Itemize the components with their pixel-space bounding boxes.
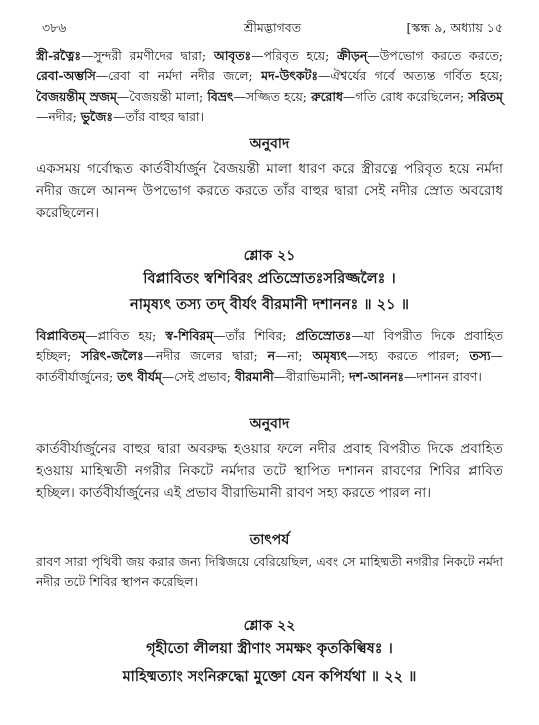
synonym-word: প্রতিস্রোতঃ xyxy=(295,328,352,343)
synonym-entry: রুরোধ—গতি রোধ করেছিলেন; xyxy=(311,88,465,104)
synonym-meaning: না; xyxy=(287,348,303,364)
anuvad-heading-2: অনুবাদ xyxy=(249,416,290,432)
synonym-meaning: ঐশ্বর্যের গর্বে অত্যন্ত গর্বিত হয়ে; xyxy=(330,68,503,84)
synonym-entry: আবৃতঃ—পরিবৃত হয়ে; xyxy=(213,48,330,63)
page-header xyxy=(42,20,503,40)
shloka-22-heading: শ্লোক ২২ xyxy=(243,618,296,634)
synonym-entry: প্রতিস্রোতঃ—যা বিপরীত দিকে প্রবাহিত হচ্ছিল; xyxy=(36,328,503,364)
synonym-meaning: গতি রোধ করেছিলেন; xyxy=(355,88,465,104)
synonym-meaning: কার্তবীর্যার্জুনের; xyxy=(36,368,114,384)
tatparya-heading: তাৎপর্য xyxy=(249,532,290,548)
synonyms-verse-20 xyxy=(36,46,503,128)
synonym-entry: মদ-উৎকটঃ—ঐশ্বর্যের গর্বে অত্যন্ত গর্বিত হয়ে; xyxy=(261,68,503,84)
synonym-entry: তস্য—কার্তবীর্যার্জুনের; xyxy=(36,348,503,384)
synonym-entry: ক্রীড়ন্—উপভোগ করতে করতে; xyxy=(337,48,503,63)
book-title: শ্রীমদ্ভাগবত xyxy=(243,20,302,35)
synonym-entry: সরিৎ-জলৈঃ—নদীর জলের দ্বারা; xyxy=(81,348,258,364)
synonym-entry: অমৃষ্যৎ—সহ্য করতে পারল; xyxy=(312,348,460,364)
synonym-word: বিভ্রৎ xyxy=(207,88,234,104)
synonym-word: আবৃতঃ xyxy=(213,48,252,63)
anuvad-heading-1: অনুবাদ xyxy=(249,136,290,152)
synonym-word: রুরোধ xyxy=(311,88,343,104)
shloka-21-line-1: বিপ্লাবিতং স্বশিবিরং প্রতিস্রোতঃসরিজ্জলৈঃ । xyxy=(143,270,396,287)
synonym-word: ভুজৈঃ xyxy=(80,109,113,125)
synonym-meaning: তাঁর বাহুর দ্বারা। xyxy=(125,109,204,125)
synonym-word: দশ-আননঃ xyxy=(349,368,405,384)
synonym-word: বীরমানী xyxy=(234,368,274,384)
synonym-meaning: পরিবৃত হয়ে; xyxy=(263,48,330,63)
synonym-word: তৎ বীর্যম্ xyxy=(117,368,162,384)
shloka-21-line-2: নামৃষ্যৎ তস্য তদ্ বীর্যং বীরমানী দশাননঃ ॥ ২১ ॥ xyxy=(130,296,409,313)
synonym-meaning: রেবা বা নর্মদা নদীর জলে; xyxy=(108,68,253,84)
shloka-22-line-1: গৃহীতো লীলয়া স্ত্রীণাং সমক্ষং কৃতকিল্বিষঃ । xyxy=(146,640,393,657)
translation-verse-20: একসময় গর্বোদ্ধত কার্তবীর্যার্জুন বৈজয়ন্তী মালা ধারণ করে স্ত্রীরত্নে পরিবৃত হয়ে নর্মদা নদীর জলে আনন্দ উপভোগ করতে করতে তাঁর বাহুর দ্বারা সেই নদীর স্রোত অবরোধ করেছিলেন। xyxy=(36,161,503,221)
synonym-word: সরিৎ-জলৈঃ xyxy=(81,348,144,364)
synonym-list xyxy=(36,328,503,384)
synonym-entry: তৎ বীর্যম্—সেই প্রভাব; xyxy=(117,368,231,384)
synonym-word: স্ত্রী-রত্নৈঃ xyxy=(36,48,81,63)
shloka-22-line-2: মাহিষ্মত্যাং সংনিরুদ্ধো মুক্তো যেন কপির্যথা ॥ ২২ ॥ xyxy=(122,668,417,685)
synonym-meaning: সেই প্রভাব; xyxy=(174,368,231,384)
synonym-entry: বীরমানী—বীরাভিমানী; xyxy=(234,368,346,384)
synonym-entry: দশ-আননঃ—দশানন রাবণ। xyxy=(349,368,482,384)
synonym-meaning: নদীর জলের দ্বারা; xyxy=(155,348,258,364)
translation-verse-21: কার্তবীর্যার্জুনের বাহুর দ্বারা অবরুদ্ধ হওয়ার ফলে নদীর প্রবাহ বিপরীত দিকে প্রবাহিত হওয়ায় মাহিষ্মতী নগরীর নিকটে নর্মদার তটে স্থাপিত দশানন রাবণের শিবির প্লাবিত হচ্ছিল। কার্তবীর্যার্জুনের এই প্রভাব বীরাভিমানী রাবণ সহ্য করতে পারল না। xyxy=(36,441,503,501)
synonym-list xyxy=(36,48,503,124)
synonyms-verse-21 xyxy=(36,326,503,387)
synonym-word: সরিতম্ xyxy=(468,88,503,104)
synonym-word: অমৃষ্যৎ xyxy=(312,348,348,364)
synonym-word: ন xyxy=(267,348,275,364)
synonym-entry: ন—না; xyxy=(267,348,303,364)
synonym-entry: বিভ্রৎ—সজ্জিত হয়ে; xyxy=(207,88,307,104)
synonym-word: ক্রীড়ন্ xyxy=(337,48,368,63)
synonym-meaning: সজ্জিত হয়ে; xyxy=(245,88,307,104)
synonym-meaning: প্লাবিত হয়; xyxy=(97,328,157,343)
synonym-entry: স্ব-শিবিরম্—তাঁর শিবির; xyxy=(165,328,287,343)
synonym-meaning: দশানন রাবণ। xyxy=(416,368,482,384)
synonym-meaning: বীরাভিমানী; xyxy=(286,368,346,384)
synonym-word: তস্য xyxy=(469,348,491,364)
synonym-meaning: যা বিপরীত দিকে প্রবাহিত হচ্ছিল; xyxy=(36,328,503,364)
synonym-meaning: সুন্দরী রমণীদের দ্বারা; xyxy=(93,48,207,63)
synonym-meaning: উপভোগ করতে করতে; xyxy=(379,48,503,63)
shloka-21-heading: শ্লোক ২১ xyxy=(243,248,296,264)
synonym-entry: রেবা-অম্ভসি—রেবা বা নর্মদা নদীর জলে; xyxy=(36,68,253,84)
section-label: [স্কন্ধ ৯, অধ্যায় ১৫ xyxy=(406,20,503,35)
synonym-entry: স্ত্রী-রত্নৈঃ—সুন্দরী রমণীদের দ্বারা; xyxy=(36,48,207,63)
synonym-entry: ভুজৈঃ—তাঁর বাহুর দ্বারা। xyxy=(80,109,204,125)
synonym-word: মদ-উৎকটঃ xyxy=(261,68,318,84)
synonym-meaning: সহ্য করতে পারল; xyxy=(359,348,460,364)
page-number: ৩৮৬ xyxy=(42,20,67,35)
synonym-entry: সরিতম্—নদীর; xyxy=(36,88,503,125)
synonym-entry: বিপ্লাবিতম্—প্লাবিত হয়; xyxy=(36,328,157,343)
synonym-meaning: তাঁর শিবির; xyxy=(225,328,287,343)
synonym-word: স্ব-শিবিরম্ xyxy=(165,328,214,343)
synonym-meaning: বৈজয়ন্তী মালা; xyxy=(129,88,204,104)
synonym-word: বিপ্লাবিতম্ xyxy=(36,328,86,343)
synonym-entry: বৈজয়ন্তীম্ স্রজম্—বৈজয়ন্তী মালা; xyxy=(36,88,204,104)
synonym-word: রেবা-অম্ভসি xyxy=(36,68,96,84)
purport-text: রাবণ সারা পৃথিবী জয় করার জন্য দিগ্বিজয়ে বেরিয়েছিল, এবং সে মাহিষ্মতী নগরীর নিকটে নর্মদা নদীর তটে শিবির স্থাপন করেছিল। xyxy=(36,554,503,590)
synonym-word: বৈজয়ন্তীম্ স্রজম্ xyxy=(36,88,117,104)
synonym-meaning: নদীর; xyxy=(48,109,77,125)
